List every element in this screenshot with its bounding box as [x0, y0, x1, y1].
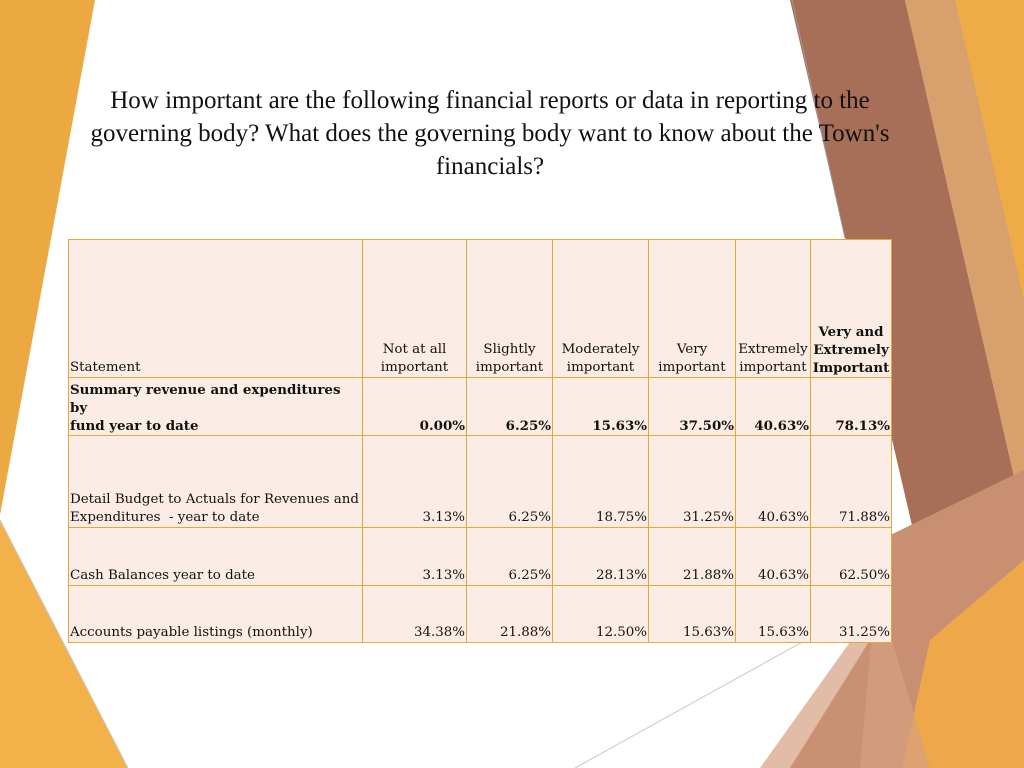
table-row — [69, 586, 892, 643]
cell-moderately: 28.13% — [553, 528, 649, 586]
row-statement: Accounts payable listings (monthly) — [69, 586, 363, 643]
cell-very: 31.25% — [649, 436, 736, 528]
cell-not-at-all: 0.00% — [363, 378, 467, 436]
cell-slightly: 6.25% — [467, 528, 553, 586]
cell-moderately: 12.50% — [553, 586, 649, 643]
cell-very: 37.50% — [649, 378, 736, 436]
cell-slightly: 21.88% — [467, 586, 553, 643]
cell-extremely: 40.63% — [736, 528, 811, 586]
slide-title: How important are the following financial reports or data in reporting to the governing body? What does the governing body want to know about the Town's financials? — [90, 87, 890, 180]
cell-very-and-extremely: 78.13% — [811, 378, 892, 436]
header-very-and-extremely-important: Very and Extremely Important — [811, 240, 892, 378]
header-extremely-important: Extremely important — [736, 240, 811, 378]
survey-results-table — [68, 239, 892, 643]
table-row — [69, 378, 892, 436]
cell-extremely: 15.63% — [736, 586, 811, 643]
row-statement: Detail Budget to Actuals for Revenues and Expenditures - year to date — [69, 436, 363, 528]
cell-extremely: 40.63% — [736, 378, 811, 436]
header-not-at-all-important: Not at all important — [363, 240, 467, 378]
cell-moderately: 18.75% — [553, 436, 649, 528]
cell-slightly: 6.25% — [467, 378, 553, 436]
header-moderately-important: Moderately important — [553, 240, 649, 378]
row-statement: Summary revenue and expenditures by fund year to date — [69, 378, 363, 436]
cell-very: 15.63% — [649, 586, 736, 643]
cell-not-at-all: 34.38% — [363, 586, 467, 643]
header-slightly-important: Slightly important — [467, 240, 553, 378]
table-row — [69, 528, 892, 586]
cell-moderately: 15.63% — [553, 378, 649, 436]
table-row — [69, 436, 892, 528]
cell-slightly: 6.25% — [467, 436, 553, 528]
cell-not-at-all: 3.13% — [363, 436, 467, 528]
table-header-row — [69, 240, 892, 378]
header-very-important: Very important — [649, 240, 736, 378]
header-statement: Statement — [69, 240, 363, 378]
cell-very-and-extremely: 62.50% — [811, 528, 892, 586]
cell-very-and-extremely: 71.88% — [811, 436, 892, 528]
cell-not-at-all: 3.13% — [363, 528, 467, 586]
cell-extremely: 40.63% — [736, 436, 811, 528]
row-statement: Cash Balances year to date — [69, 528, 363, 586]
cell-very-and-extremely: 31.25% — [811, 586, 892, 643]
cell-very: 21.88% — [649, 528, 736, 586]
